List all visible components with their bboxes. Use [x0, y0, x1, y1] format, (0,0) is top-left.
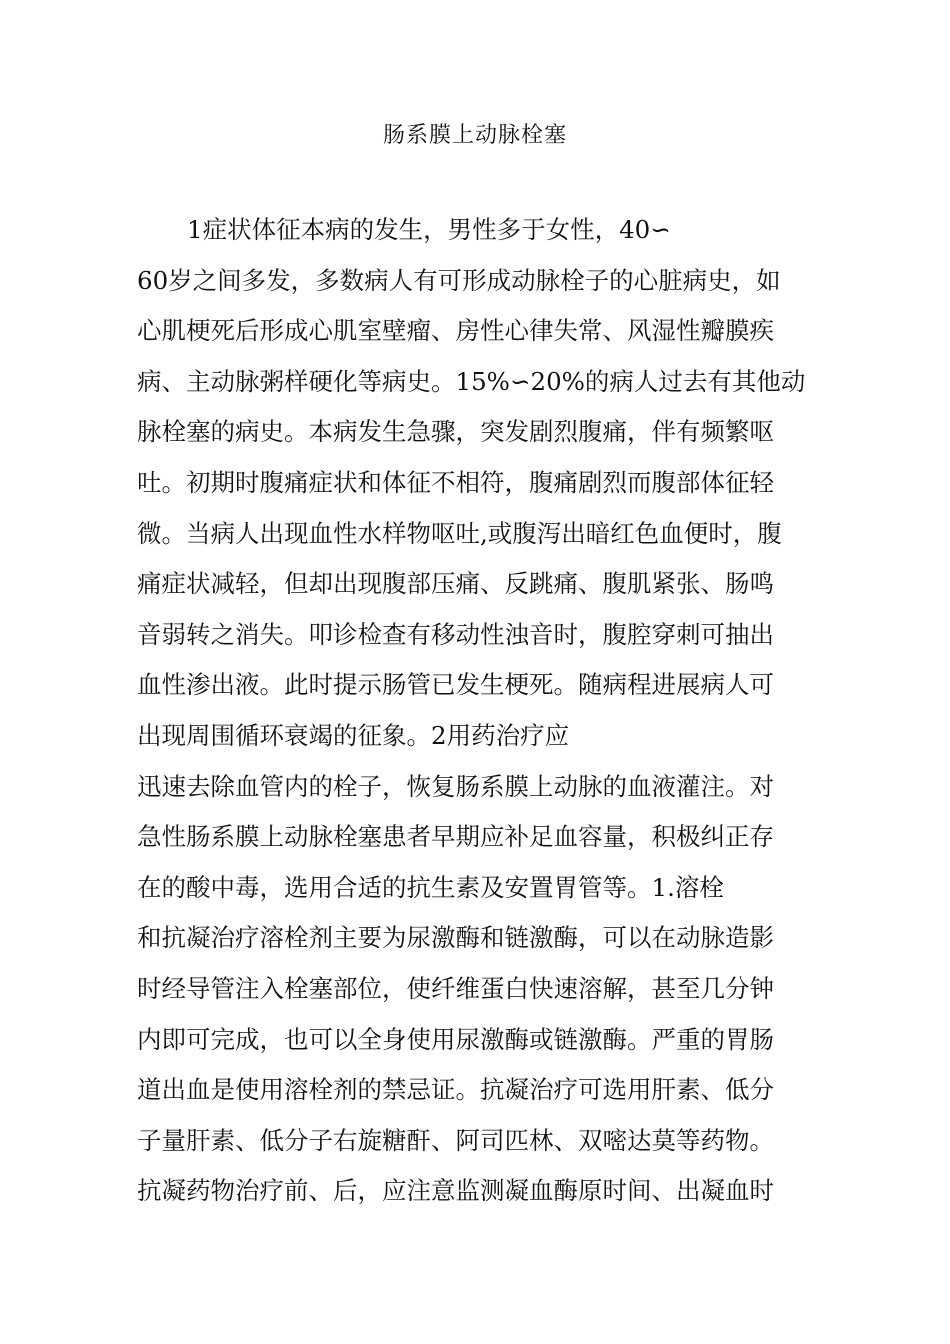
body-line: 子量肝素、低分子右旋糖酐、阿司匹林、双嘧达莫等药物。: [137, 1125, 774, 1155]
body-line: 抗凝药物治疗前、后，应注意监测凝血酶原时间、出凝血时: [137, 1176, 774, 1206]
body-line: 出现周围循环衰竭的征象。2用药治疗应: [137, 720, 570, 750]
body-line: 痛症状减轻，但却出现腹部压痛、反跳痛、腹肌紧张、肠鸣: [137, 569, 774, 599]
document-body: [137, 212, 827, 1224]
body-line: 时经导管注入栓塞部位，使纤维蛋白快速溶解，甚至几分钟: [137, 973, 774, 1003]
body-line: 1症状体征本病的发生，男性多于女性，40∽: [187, 215, 671, 244]
body-line: 脉栓塞的病史。本病发生急骤，突发剧烈腹痛，伴有频繁呕: [137, 417, 774, 447]
body-line: 迅速去除血管内的栓子，恢复肠系膜上动脉的血液灌注。对: [137, 771, 774, 801]
body-line: 在的酸中毒，选用合适的抗生素及安置胃管等。1.溶栓: [137, 872, 724, 902]
body-line: 血性渗出液。此时提示肠管已发生梗死。随病程进展病人可: [137, 670, 774, 700]
body-line: 音弱转之消失。叩诊检查有移动性浊音时，腹腔穿刺可抽出: [137, 619, 774, 649]
body-line: 急性肠系膜上动脉栓塞患者早期应补足血容量，积极纠正存: [137, 822, 774, 852]
body-line: 道出血是使用溶栓剂的禁忌证。抗凝治疗可选用肝素、低分: [137, 1075, 774, 1105]
body-line: 心肌梗死后形成心肌室壁瘤、房性心律失常、风湿性瓣膜疾: [137, 316, 774, 346]
body-line: 微。当病人出现血性水样物呕吐,或腹泻出暗红色血便时，腹: [137, 518, 782, 548]
body-line: 病、主动脉粥样硬化等病史。15%∽20%的病人过去有其他动: [137, 366, 806, 396]
body-line: 60岁之间多发，多数病人有可形成动脉栓子的心脏病史，如: [137, 265, 781, 295]
body-line: 和抗凝治疗溶栓剂主要为尿激酶和链激酶，可以在动脉造影: [137, 923, 774, 953]
body-line: 内即可完成，也可以全身使用尿激酶或链激酶。严重的胃肠: [137, 1024, 774, 1054]
body-line: 吐。初期时腹痛症状和体征不相符，腹痛剧烈而腹部体征轻: [137, 467, 774, 497]
document-title: 肠系膜上动脉栓塞: [382, 123, 567, 148]
